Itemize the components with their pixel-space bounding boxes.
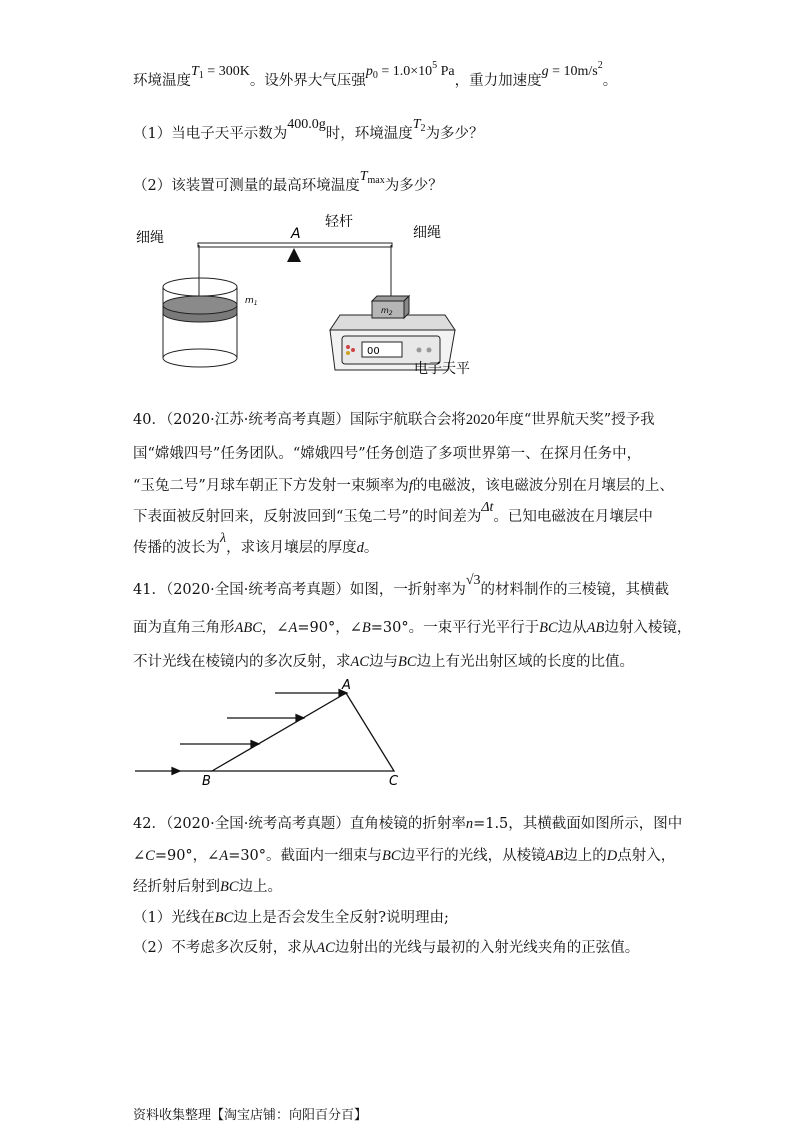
prism-triangle [212,693,394,771]
sqrt3: √3 [465,573,481,588]
cylinder [163,278,237,367]
g-expr: $g = 10m/s^2$ [541,60,603,79]
vertex-b-label: B [202,774,211,789]
rod-label: 轻杆 [325,214,353,230]
lambda-symbol: λ [220,531,227,546]
page-footer: 资料收集整理【淘宝店铺：向阳百分百】 [133,1108,368,1123]
prism-figure [130,675,420,790]
electronic-scale [330,296,455,370]
mass-value: 400.0g [287,117,326,132]
light-rod [198,243,392,247]
q41-line-3: 不计光线在棱镜内的多次反射，求AC边与BC边上有光出射区域的长度的比值。 [133,654,635,670]
q42-part-2: （2）不考虑多次反射，求从AC边射出的光线与最初的入射光线夹角的正弦值。 [133,940,640,956]
left-rope-label: 细绳 [136,230,164,246]
q41-line-2: 面为直角三角形ABC，∠A=90°，∠B=30°。一束平行光平行于BC边从AB边射入棱镜， [133,620,692,636]
vertex-a-label: A [342,678,351,693]
light-rays [135,690,347,775]
q42-line-1: 42．（2020·全国·统考高考真题）直角棱镜的折射率n=1.5，其横截面如图所示，图中 [133,816,683,832]
p0-expr: $p_0 = 1.0\times 10^5$ Pa [365,60,455,81]
q40-line-2: 国“嫦娥四号”任务团队。“嫦娥四号”任务创造了多项世界第一、在探月任务中， [133,446,642,462]
q42-part-1: （1）光线在BC边上是否会发生全反射?说明理由; [133,910,449,926]
q41-line-1: 41．（2020·全国·统考高考真题）如图，一折射率为√3的材料制作的三棱镜，其横截 [133,573,670,598]
delta-t: Δt [481,500,494,515]
t2-expr: $T_2$ [412,117,426,134]
q40-line-1: 40．（2020·江苏·统考高考真题）国际宇航联合会将2020年度“世界航天奖”授予我 [133,412,655,428]
point-a-label: A [291,226,301,242]
scale-label: 电子天平 [414,361,470,377]
tmax-expr: $T_{max}$ [359,169,385,186]
balance-figure [130,210,490,382]
q39-part-2: （2）该装置可测量的最高环境温度$T_{max}$为多少？ [133,169,443,194]
q42-line-3: 经折射后射到BC边上。 [133,879,283,895]
q39-line-1: 环境温度$T_1 = 300K$。设外界大气压强$p_0 = 1.0\times 10^5$ Pa，重力加速度$g = 10m/s^2$。 [133,66,617,96]
m1-label: $m_1$ [245,296,258,307]
q40-line-3: “玉兔二号”月球车朝正下方发射一束频率为f的电磁波，该电磁波分别在月壤层的上、 [133,478,674,494]
q39-part-1: （1）当电子天平示数为400.0g时，环境温度$T_2$为多少？ [133,117,484,142]
pivot-triangle [287,248,301,262]
display-value: 00 [367,346,380,357]
q40-line-4: 下表面被反射回来，反射波回到“玉兔二号”的时间差为Δt。已知电磁波在月壤层中 [133,500,653,525]
q40-line-5: 传播的波长为λ，求该月壤层的厚度d。 [133,531,379,556]
vertex-c-label: C [389,774,399,789]
right-rope-label: 细绳 [413,225,441,241]
m2-label: $m_2$ [381,306,393,317]
t1-expr: $T_1 = 300K$ [191,64,250,81]
q42-line-2: ∠C=90°，∠A=30°。截面内一细束与BC边平行的光线，从棱镜AB边上的D点射入， [133,848,676,864]
